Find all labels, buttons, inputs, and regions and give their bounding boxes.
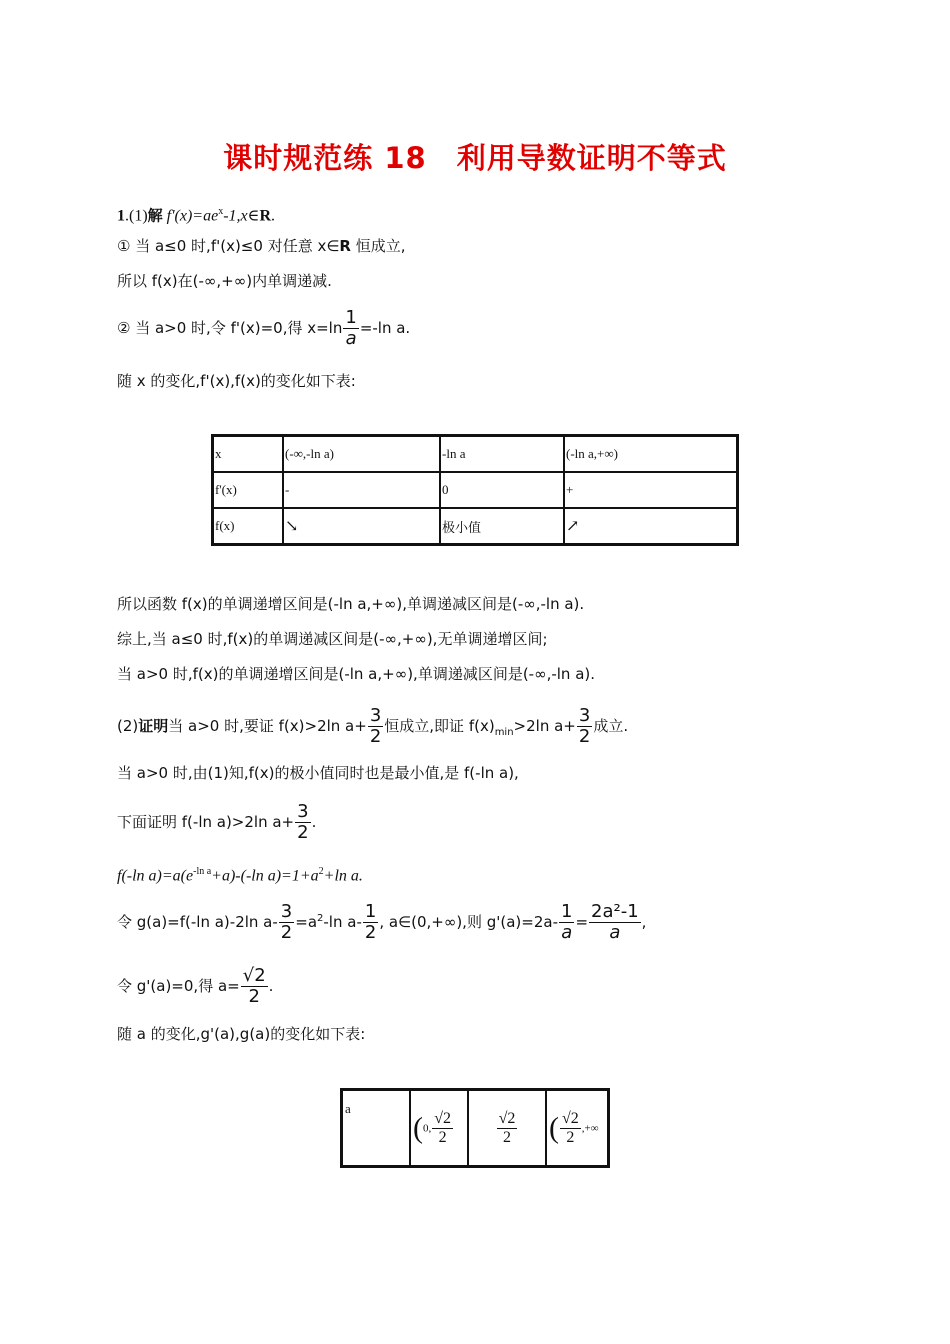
table2-intro: 随 a 的变化,g'(a),g(a)的变化如下表: <box>117 1025 366 1043</box>
problem-number: 1 <box>117 207 125 225</box>
table-cell: f'(x) <box>213 472 284 508</box>
fraction-root2-over-2: $\frac{√2}{2}$ <box>434 1109 452 1146</box>
table-cell: - <box>283 472 440 508</box>
solution-tag: 解 <box>147 206 163 225</box>
table-cell: x <box>213 436 284 473</box>
fraction: $\frac{\text{2a²-1}}{a}$ <box>591 901 639 943</box>
fraction: $\frac{3}{2}$ <box>280 901 293 943</box>
variation-table-f <box>211 434 739 546</box>
fraction: $\frac{1}{2}$ <box>364 901 377 943</box>
fraction: $\frac{1}{a}$ <box>560 901 573 943</box>
table-cell <box>468 1090 546 1167</box>
table-cell: (0, $\frac{√2}{2}$ <box>410 1090 468 1167</box>
fraction-three-halves: $\frac{3}{2}$ <box>369 705 382 747</box>
fraction-root2-over-2: $\frac{√2}{2}$ <box>562 1109 579 1146</box>
part2-proof-line: (2)证明当 a>0 时,要证 f(x)>2ln a+ $\frac{3}{2}$ 恒成立,即证 $f(x)_{min}>2\ln$ a+ $\frac{3}{2}$ 成立. <box>117 705 629 747</box>
monotonic-intervals: 所以函数 f(x)的单调递增区间是(-ln a,+∞),单调递减区间是(-∞,-ln a). <box>117 595 585 613</box>
to-prove-line: 下面证明 f(-ln a)>2ln a+ $\frac{3}{2}$ . <box>117 801 317 843</box>
g-definition-line: 令 g(a)=f(-ln a)-2ln a- $\frac{3}{2}$ $=a^2-\ln$ a- $\frac{1}{2}$ , a∈(0,+∞),则 g'(a)=2a- $\frac{1}{a}$ = $\frac{\text{2a²-1}}{a}$ , <box>117 901 647 943</box>
fraction-three-halves: $\frac{3}{2}$ <box>297 801 309 843</box>
table-row <box>213 508 738 545</box>
table-cell: (-ln a,+∞) <box>564 436 738 473</box>
table-cell: ( $\frac{√2}{2}$ ,+∞ <box>546 1090 609 1167</box>
part1-solution-line: 1.(1)解 $f'(x)=ae^x-1,x\in R$. <box>117 206 276 225</box>
table-row <box>213 472 738 508</box>
table-cell: (-∞,-ln a) <box>283 436 440 473</box>
fraction-root2-over-2: $\frac{√2}{2}$ <box>498 1109 516 1146</box>
fraction-three-halves: $\frac{3}{2}$ <box>578 705 591 747</box>
fraction-root2-over-2: $\frac{√2}{2}$ <box>242 965 266 1007</box>
f-neg-ln-a-line: f(-ln $a)=a(e^{-ln a}+a)-(-\ln$ $a)=1+a^2+\ln$ a. <box>117 866 363 885</box>
table-cell: ↘ <box>283 508 440 545</box>
table-cell: f(x) <box>213 508 284 545</box>
table-row <box>342 1090 609 1167</box>
summary-case-1: 综上,当 a≤0 时,f(x)的单调递减区间是(-∞,+∞),无单调递增区间; <box>117 630 548 648</box>
table-row <box>213 436 738 473</box>
case-a-nonpositive: ① 当 a≤0 时,f'(x)≤0 对任意 x∈R 恒成立, <box>117 237 406 255</box>
critical-point-line: 令 g'(a)=0,得 a= $\frac{√2}{2}$ . <box>117 965 274 1007</box>
table-cell: 0 <box>440 472 564 508</box>
minimum-value-line: 当 a>0 时,由(1)知,f(x)的极小值同时也是最小值,是 f(-ln a), <box>117 764 519 782</box>
table-cell: + <box>564 472 738 508</box>
table-cell: 极小值 <box>440 508 564 545</box>
table-cell: a <box>342 1090 411 1167</box>
proof-tag: 证明 <box>138 717 169 735</box>
table-cell: ↗ <box>564 508 738 545</box>
variation-table-g <box>340 1088 610 1168</box>
summary-case-2: 当 a>0 时,f(x)的单调递增区间是(-ln a,+∞),单调递减区间是(-∞,-ln a). <box>117 665 596 683</box>
page-title: 课时规范练 18 利用导数证明不等式 <box>223 141 727 175</box>
fraction-one-over-a: $\frac{1}{a}$ <box>345 307 357 349</box>
decreasing-statement: 所以 f(x)在(-∞,+∞)内单调递减. <box>117 272 332 290</box>
table-cell: -ln a <box>440 436 564 473</box>
case-a-positive: ② 当 a>0 时,令 f'(x)=0,得 x=ln $\frac{1}{a}$ =-ln a. <box>117 307 411 349</box>
table1-intro: 随 x 的变化,f'(x),f(x)的变化如下表: <box>117 372 356 390</box>
